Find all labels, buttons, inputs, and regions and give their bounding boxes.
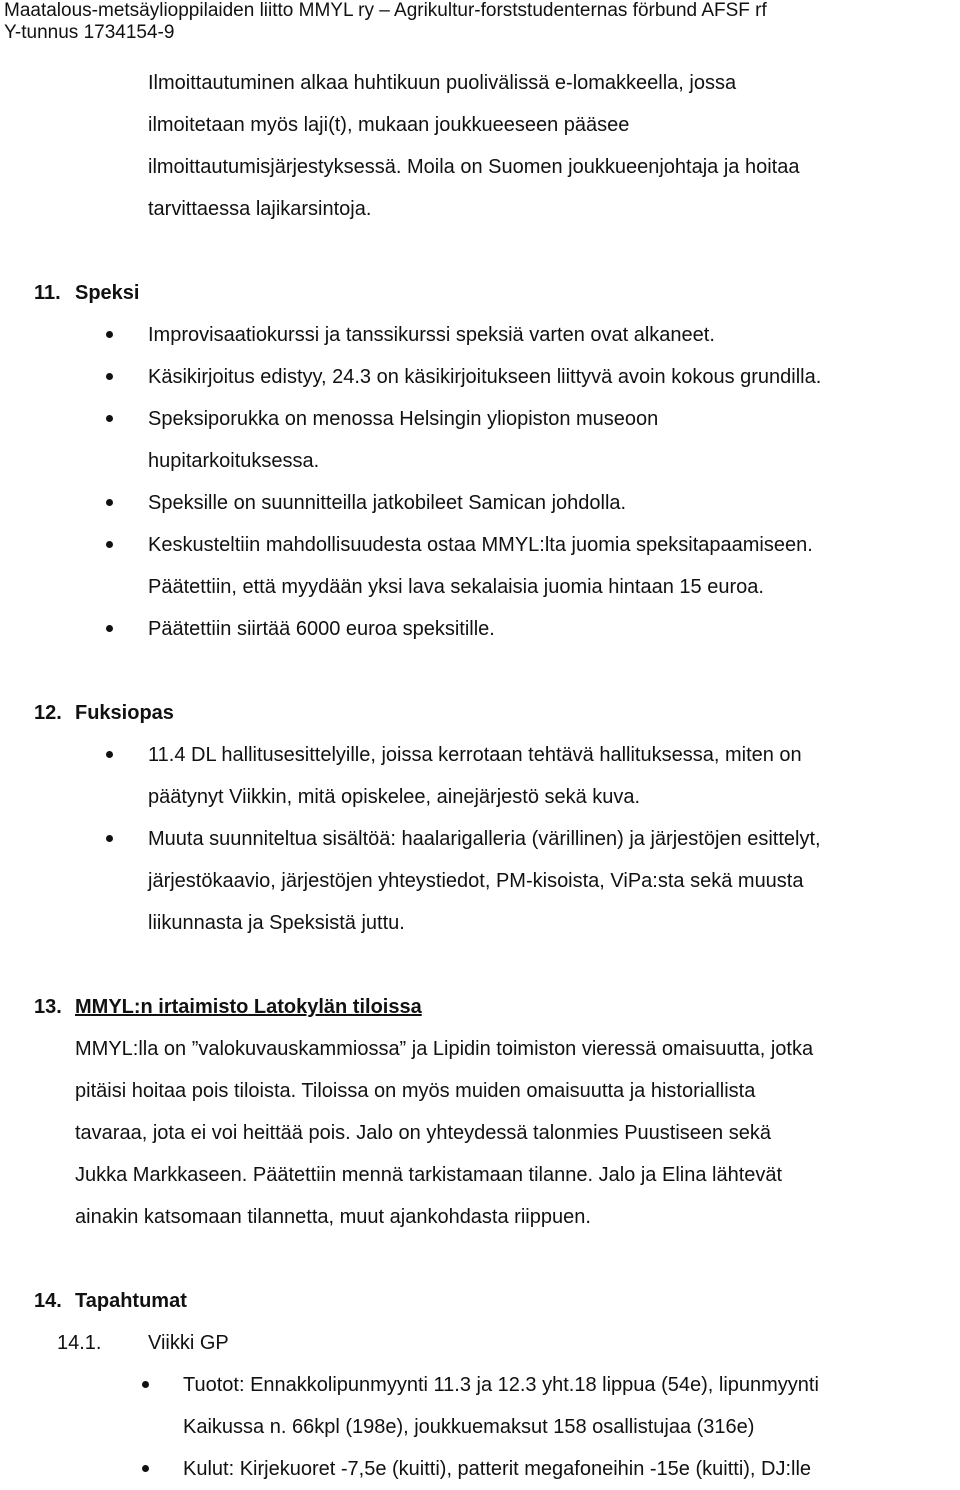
list-item-text: Päätettiin, että myydään yksi lava sekalaisia juomia hintaan 15 euroa. (148, 576, 764, 598)
bullet-icon (106, 373, 113, 380)
list-item-text: järjestökaavio, järjestöjen yhteystiedot, PM-kisoista, ViPa:sta sekä muusta (148, 870, 804, 892)
bullet-icon (106, 835, 113, 842)
header-business-id: Y-tunnus 1734154-9 (4, 22, 175, 43)
section-13-paragraph (0, 1028, 960, 1238)
paragraph-line: ainakin katsomaan tilannetta, muut ajankohdasta riippuen. (75, 1206, 591, 1228)
list-item (0, 398, 960, 482)
list-item (0, 818, 960, 944)
list-item (0, 356, 960, 398)
document-body (0, 62, 960, 1490)
bullet-icon (106, 499, 113, 506)
list-item (0, 482, 960, 524)
paragraph-line: Jukka Markkaseen. Päätettiin mennä tarkistamaan tilanne. Jalo ja Elina lähtevät (75, 1164, 783, 1186)
section-11-list (0, 314, 960, 650)
bullet-icon (106, 331, 113, 338)
paragraph-line: MMYL:lla on ”valokuvauskammiossa” ja Lipidin toimiston vieressä omaisuutta, jotka (75, 1038, 814, 1060)
list-item (0, 314, 960, 356)
list-item-text: Päätettiin siirtää 6000 euroa speksitille. (148, 618, 495, 640)
list-item-text: Kulut: Kirjekuoret -7,5e (kuitti), patterit megafoneihin -15e (kuitti), DJ:lle (183, 1458, 812, 1480)
section-13-heading (0, 986, 960, 1028)
section-number: 13. (34, 996, 62, 1018)
bullet-icon (142, 1465, 149, 1472)
intro-line: ilmoitetaan myös laji(t), mukaan joukkueeseen pääsee (148, 114, 630, 136)
list-item-text: Speksille on suunnitteilla jatkobileet Samican johdolla. (148, 492, 627, 514)
list-item (0, 1448, 960, 1490)
list-item-text: Speksiporukka on menossa Helsingin yliopiston museoon (148, 408, 659, 430)
list-item-text: Tuotot: Ennakkolipunmyynti 11.3 ja 12.3 yht.18 lippua (54e), lipunmyynti (183, 1374, 819, 1396)
section-14-heading (0, 1280, 960, 1322)
list-item-text: hupitarkoituksessa. (148, 450, 320, 472)
intro-line: tarvittaessa lajikarsintoja. (148, 198, 372, 220)
header-organization: Maatalous-metsäylioppilaiden liitto MMYL ry – Agrikultur-forststudenternas förbund AFSF rf (4, 0, 767, 21)
list-item-text: Kaikussa n. 66kpl (198e), joukkuemaksut 158 osallistujaa (316e) (183, 1416, 755, 1438)
list-item-text: Käsikirjoitus edistyy, 24.3 on käsikirjoitukseen liittyvä avoin kokous grundilla. (148, 366, 822, 388)
document-header (4, 0, 767, 44)
intro-paragraph (0, 62, 960, 230)
bullet-icon (142, 1381, 149, 1388)
intro-line: ilmoittautumisjärjestyksessä. Moila on Suomen joukkueenjohtaja ja hoitaa (148, 156, 800, 178)
section-title: MMYL:n irtaimisto Latokylän tiloissa (75, 996, 422, 1018)
bullet-icon (106, 415, 113, 422)
subsection-14-1-heading (0, 1322, 960, 1364)
section-12-list (0, 734, 960, 944)
subsection-title: Viikki GP (148, 1332, 229, 1354)
section-title: Speksi (75, 282, 140, 304)
list-item-text: päätynyt Viikkin, mitä opiskelee, ainejärjestö sekä kuva. (148, 786, 641, 808)
bullet-icon (106, 751, 113, 758)
list-item-text: Improvisaatiokurssi ja tanssikurssi speksiä varten ovat alkaneet. (148, 324, 715, 346)
list-item (0, 734, 960, 818)
section-12-heading (0, 692, 960, 734)
bullet-icon (106, 541, 113, 548)
intro-line: Ilmoittautuminen alkaa huhtikuun puolivälissä e-lomakkeella, jossa (148, 72, 737, 94)
list-item (0, 608, 960, 650)
section-number: 14. (34, 1290, 62, 1312)
list-item-text: Keskusteltiin mahdollisuudesta ostaa MMYL:lta juomia speksitapaamiseen. (148, 534, 813, 556)
list-item-text: Muuta suunniteltua sisältöä: haalarigalleria (värillinen) ja järjestöjen esittelyt, (148, 828, 821, 850)
list-item (0, 524, 960, 608)
list-item-text: 11.4 DL hallitusesittelyille, joissa kerrotaan tehtävä hallituksessa, miten on (148, 744, 802, 766)
subsection-14-1-list (0, 1364, 960, 1490)
subsection-number: 14.1. (57, 1332, 102, 1354)
section-title: Fuksiopas (75, 702, 174, 724)
section-number: 11. (34, 282, 61, 304)
paragraph-line: pitäisi hoitaa pois tiloista. Tiloissa on myös muiden omaisuutta ja historiallista (75, 1080, 756, 1102)
bullet-icon (106, 625, 113, 632)
list-item-text: liikunnasta ja Speksistä juttu. (148, 912, 405, 934)
section-number: 12. (34, 702, 62, 724)
paragraph-line: tavaraa, jota ei voi heittää pois. Jalo on yhteydessä talonmies Puustiseen sekä (75, 1122, 771, 1144)
section-title: Tapahtumat (75, 1290, 187, 1312)
list-item (0, 1364, 960, 1448)
section-11-heading (0, 272, 960, 314)
